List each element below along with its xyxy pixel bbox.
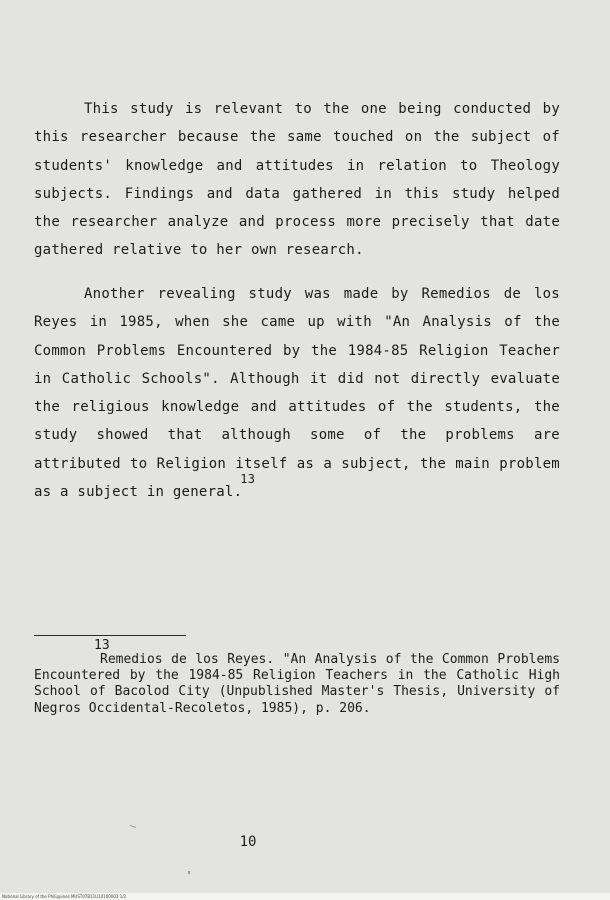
scan-speck: [130, 825, 136, 828]
paragraph-2-text: Another revealing study was made by Remedios de los Reyes in 1985, when she came up with "An Analysis of the Common Problems Encountered by the 1984-85 Religion Teacher in Catholic Schools". Although it did not directly evaluate the religious knowledge and attitudes of the students, the study showed that although some of the problems are attributed to Religion itself as a subject, the main problem as a subject in general.: [34, 286, 560, 501]
footnote-number: 13: [94, 638, 110, 653]
footnote-text: Remedios de los Reyes. "An Analysis of the Common Problems Encountered by the 1984-85 Religion Teachers in the Catholic High School of Bacolod City (Unpublished Master's Thesis, University of Negros Occidental-Recoletos, 1985), p. 206.: [34, 652, 560, 716]
page-number: 10: [239, 834, 257, 850]
body-paragraph-1: [34, 95, 560, 265]
body-paragraph-2: [34, 280, 560, 506]
paragraph-1-text: This study is relevant to the one being conducted by this researcher because the same touched on the subject of students' knowledge and attitudes in relation to Theology subjects. Findings and data gathered in this study helped the researcher analyze and process more precisely that date gathered relative to her own research.: [34, 101, 560, 259]
scan-speck: [188, 871, 190, 874]
footnote-separator: [34, 635, 186, 636]
footnote-reference: 13: [240, 472, 256, 487]
scan-footer: National Library of the Philippines MUST0TB11U10100003 1/2: [0, 893, 610, 900]
